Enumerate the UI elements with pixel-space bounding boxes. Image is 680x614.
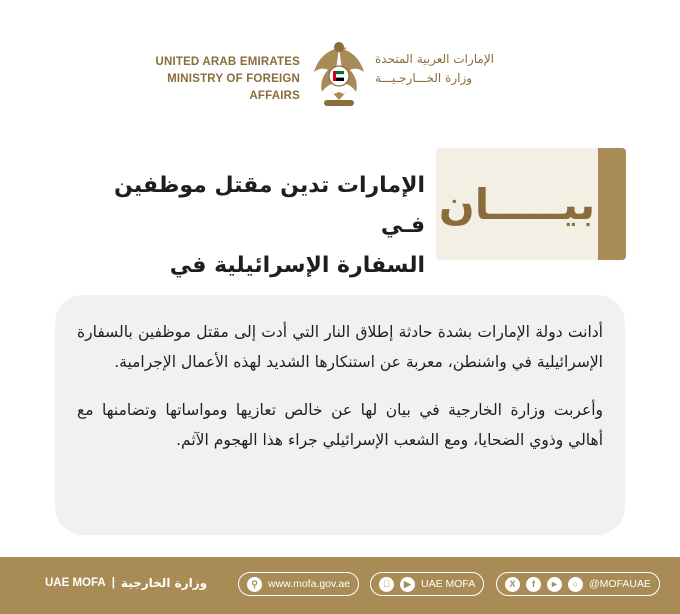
facebook-icon: f	[526, 577, 541, 592]
statement-badge	[436, 148, 626, 260]
country-name-ar: الإمارات العربية المتحدة	[375, 52, 494, 66]
statement-body	[77, 317, 603, 455]
ministry-title-en: MINISTRY OF FOREIGN AFFAIRS	[167, 73, 300, 102]
social-links[interactable]	[496, 572, 660, 596]
statement-paragraph-2: وأعربت وزارة الخارجية في بيان لها عن خالص تعازيها ومواساتها وتضامنها مع أهالي وذوي الضحايا، ومع الشعب الإسرائيلي جراء هذا الهجوم الآثم.	[77, 401, 603, 449]
header	[0, 36, 680, 116]
play-icon: ▶	[400, 577, 415, 592]
footer-brand	[45, 576, 207, 590]
website-link[interactable]	[238, 572, 359, 596]
ministry-title-ar: وزارة الخـــارجـيـــة	[375, 71, 473, 85]
brand-separator: |	[111, 577, 115, 589]
statement-label: بيـــــان	[438, 179, 596, 229]
app-link[interactable]	[370, 572, 484, 596]
statement-card	[55, 295, 625, 535]
statement-paragraph-1: أدانت دولة الإمارات بشدة حادثة إطلاق النار التي أدت إلى مقتل موظفين بالسفارة الإسرائيلية في واشنطن، معربة عن استنكارها الشديد لهذه الأعمال الإجرامية.	[77, 323, 603, 371]
uae-emblem-icon	[308, 38, 370, 110]
brand-ar: وزارة الخارجية	[120, 576, 208, 590]
country-name-en: UNITED ARAB EMIRATES	[155, 56, 300, 68]
title-row	[0, 148, 680, 278]
website-text: www.mofa.gov.ae	[268, 578, 351, 590]
youtube-icon: ►	[547, 577, 562, 592]
app-label: UAE MOFA	[421, 578, 476, 590]
footer	[0, 557, 680, 614]
social-handle: @MOFAUAE	[589, 578, 652, 590]
brand-en: UAE MOFA	[45, 577, 106, 589]
apple-icon	[379, 577, 394, 592]
headline-line-2: السفارة الإسرائيلية في	[169, 253, 425, 278]
x-icon: X	[505, 577, 520, 592]
search-icon: ⚲	[247, 577, 262, 592]
instagram-icon: ○	[568, 577, 583, 592]
ministry-name-ar	[375, 50, 550, 88]
headline-line-1: الإمارات تدين مقتل موظفين فـي	[114, 173, 425, 238]
badge-accent-bar	[598, 148, 626, 260]
ministry-name-en	[130, 54, 300, 105]
